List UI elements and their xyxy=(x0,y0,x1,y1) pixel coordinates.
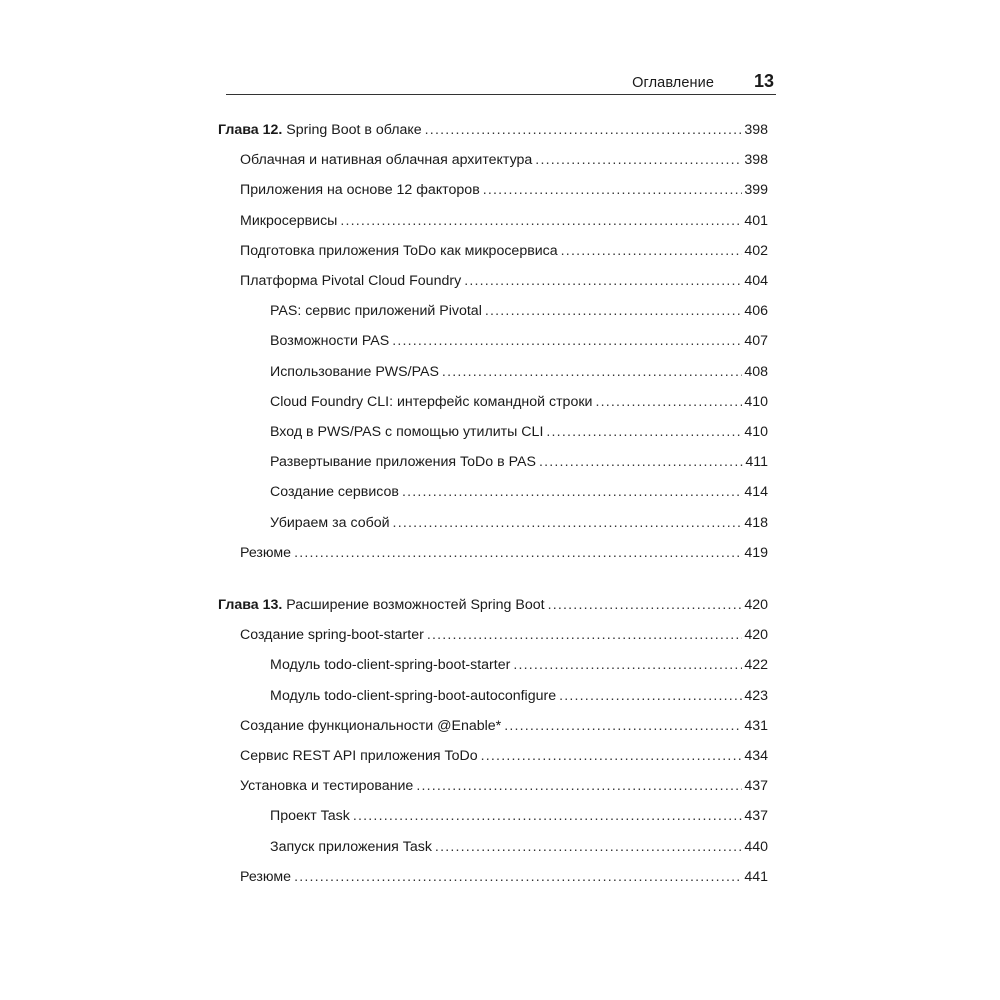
toc-entry xyxy=(240,272,768,290)
toc-entry-label xyxy=(240,717,501,735)
toc-entry xyxy=(270,656,768,674)
toc-entry xyxy=(270,514,768,532)
toc-entry xyxy=(270,302,768,320)
toc-entry-label xyxy=(218,121,422,139)
toc-entry xyxy=(240,626,768,644)
toc-entry-label xyxy=(240,544,291,562)
toc-dot-leader xyxy=(416,777,742,795)
toc-dot-leader xyxy=(546,423,742,441)
toc-entry-title: Модуль todo-client-spring-boot-autoconfigure xyxy=(270,687,557,704)
toc-chapter-entry xyxy=(218,596,768,614)
toc-entry-page: 399 xyxy=(744,182,768,199)
toc-entry-label xyxy=(240,626,424,644)
header-title: Оглавление xyxy=(632,75,714,91)
toc-entry-page: 440 xyxy=(744,838,768,855)
toc-entry-title: Использование PWS/PAS xyxy=(270,363,439,380)
toc-entry xyxy=(270,483,768,501)
toc-dot-leader xyxy=(561,242,743,260)
toc-entry-title: Платформа Pivotal Cloud Foundry xyxy=(240,273,462,289)
toc-entry-page: 404 xyxy=(744,273,768,289)
toc-entry-page: 437 xyxy=(744,808,768,825)
toc-entry-label xyxy=(270,302,482,320)
toc-entry-title: Spring Boot в облаке xyxy=(286,122,422,138)
toc-entry-label xyxy=(270,423,543,441)
toc-entry xyxy=(270,423,768,441)
toc-entry xyxy=(270,807,768,825)
toc-entry-label xyxy=(270,363,439,381)
toc-entry xyxy=(240,212,768,230)
toc-entry-title: Установка и тестирование xyxy=(240,778,414,795)
toc-entry-page: 406 xyxy=(744,303,768,320)
toc-entry-label xyxy=(240,777,413,795)
toc-entry-page: 408 xyxy=(744,363,768,380)
toc-entry-title: Расширение возможностей Spring Boot xyxy=(286,597,545,613)
toc-entry-page: 419 xyxy=(744,544,768,561)
toc-entry xyxy=(270,838,768,856)
toc-entry-page: 423 xyxy=(744,687,768,704)
header-page-number: 13 xyxy=(753,71,774,91)
toc-entry xyxy=(270,393,768,411)
toc-entry-label xyxy=(240,212,337,230)
toc-entry xyxy=(240,151,768,169)
toc-entry-title: PAS: сервис приложений Pivotal xyxy=(270,303,482,320)
toc-dot-leader xyxy=(340,212,742,230)
toc-entry-label xyxy=(270,807,350,825)
toc-entry-label xyxy=(240,242,558,260)
toc-entry xyxy=(240,777,768,795)
toc-entry-page: 422 xyxy=(744,657,768,674)
toc-dot-leader xyxy=(483,181,743,199)
toc-dot-leader xyxy=(548,596,743,614)
toc-entry xyxy=(270,363,768,381)
toc-entry-page: 434 xyxy=(744,748,768,764)
toc-entry-page: 401 xyxy=(744,212,768,229)
toc-entry xyxy=(240,747,768,765)
toc-dot-leader xyxy=(294,544,742,562)
toc-entry xyxy=(240,544,768,562)
toc-entry-label xyxy=(240,181,480,199)
toc-entry-title: Микросервисы xyxy=(240,212,338,229)
toc-entry-title: Развертывание приложения ToDo в PAS xyxy=(270,454,536,471)
toc-entry-page: 441 xyxy=(744,868,768,885)
toc-entry-label xyxy=(270,656,510,674)
toc-entry xyxy=(270,687,768,705)
toc-entry-page: 437 xyxy=(744,778,768,795)
toc-dot-leader xyxy=(435,838,742,856)
toc-entry-page: 402 xyxy=(744,242,768,259)
toc-entry-title: Приложения на основе 12 факторов xyxy=(240,182,480,199)
toc-chapter-entry xyxy=(218,121,768,139)
page-header xyxy=(226,68,776,95)
toc-entry-page: 398 xyxy=(744,152,768,169)
toc-dot-leader xyxy=(539,453,743,471)
toc-dot-leader xyxy=(442,363,742,381)
toc-entry-label xyxy=(240,272,461,290)
toc-entry xyxy=(240,181,768,199)
toc-entry-page: 410 xyxy=(744,393,768,410)
toc-entry xyxy=(240,242,768,260)
toc-entry-page: 410 xyxy=(744,424,768,440)
toc-entry-title: Подготовка приложения ToDo как микросервиса xyxy=(240,242,558,259)
toc-entry-label xyxy=(240,151,532,169)
toc-entry-title: Cloud Foundry CLI: интерфейс командной строки xyxy=(270,393,593,410)
toc-entry-page: 420 xyxy=(744,627,768,644)
toc-entry-title: Резюме xyxy=(240,544,292,561)
toc-entry-title: Запуск приложения Task xyxy=(270,838,432,855)
toc-entry-label xyxy=(270,838,432,856)
toc-dot-leader xyxy=(535,151,742,169)
toc-dot-leader xyxy=(481,747,743,765)
toc-entry-page: 414 xyxy=(744,484,768,501)
toc-entry-title: Резюме xyxy=(240,868,292,885)
toc-entry xyxy=(240,868,768,886)
toc-entry-label xyxy=(270,332,389,350)
toc-entry-title: Вход в PWS/PAS с помощью утилиты CLI xyxy=(270,424,544,440)
toc-entry-page: 398 xyxy=(744,122,768,138)
toc-entry-title: Убираем за собой xyxy=(270,514,390,531)
toc-entry-label xyxy=(270,453,536,471)
toc-dot-leader xyxy=(353,807,742,825)
toc-entry-page: 407 xyxy=(744,333,768,350)
toc-entry-label xyxy=(270,514,390,532)
toc-entry-page: 418 xyxy=(744,514,768,531)
toc-entry-label xyxy=(270,483,399,501)
toc-chapter-number: Глава 12. xyxy=(218,122,283,138)
toc-entry-page: 431 xyxy=(744,717,768,734)
toc-entry-label xyxy=(240,747,478,765)
toc-chapter-number: Глава 13. xyxy=(218,597,283,613)
toc-dot-leader xyxy=(504,717,742,735)
toc-dot-leader xyxy=(425,121,743,139)
toc-dot-leader xyxy=(294,868,742,886)
toc-dot-leader xyxy=(513,656,742,674)
toc-entry-label xyxy=(240,868,291,886)
toc-dot-leader xyxy=(392,332,742,350)
toc-entry-title: Сервис REST API приложения ToDo xyxy=(240,748,478,764)
toc-entry-label xyxy=(218,596,545,614)
toc-dot-leader xyxy=(485,302,742,320)
toc-entry-page: 420 xyxy=(744,597,768,613)
toc-entry xyxy=(270,332,768,350)
toc-entry-title: Создание функциональности @Enable* xyxy=(240,717,502,734)
toc-entry-title: Облачная и нативная облачная архитектура xyxy=(240,152,533,169)
toc-entry-title: Проект Task xyxy=(270,808,350,825)
toc-entry-page: 411 xyxy=(745,454,768,471)
toc-entry xyxy=(240,717,768,735)
toc-dot-leader xyxy=(393,514,743,532)
toc-entry-label xyxy=(270,687,556,705)
toc-entry-title: Возможности PAS xyxy=(270,333,390,350)
toc-dot-leader xyxy=(402,483,742,501)
toc-entry-title: Создание spring-boot-starter xyxy=(240,627,424,644)
toc-entry-title: Создание сервисов xyxy=(270,484,399,501)
toc-entry-label xyxy=(270,393,592,411)
toc-dot-leader xyxy=(595,393,742,411)
toc-dot-leader xyxy=(464,272,742,290)
toc-dot-leader xyxy=(559,687,742,705)
toc-dot-leader xyxy=(427,626,742,644)
toc-entry-title: Модуль todo-client-spring-boot-starter xyxy=(270,657,511,674)
toc-entry xyxy=(270,453,768,471)
